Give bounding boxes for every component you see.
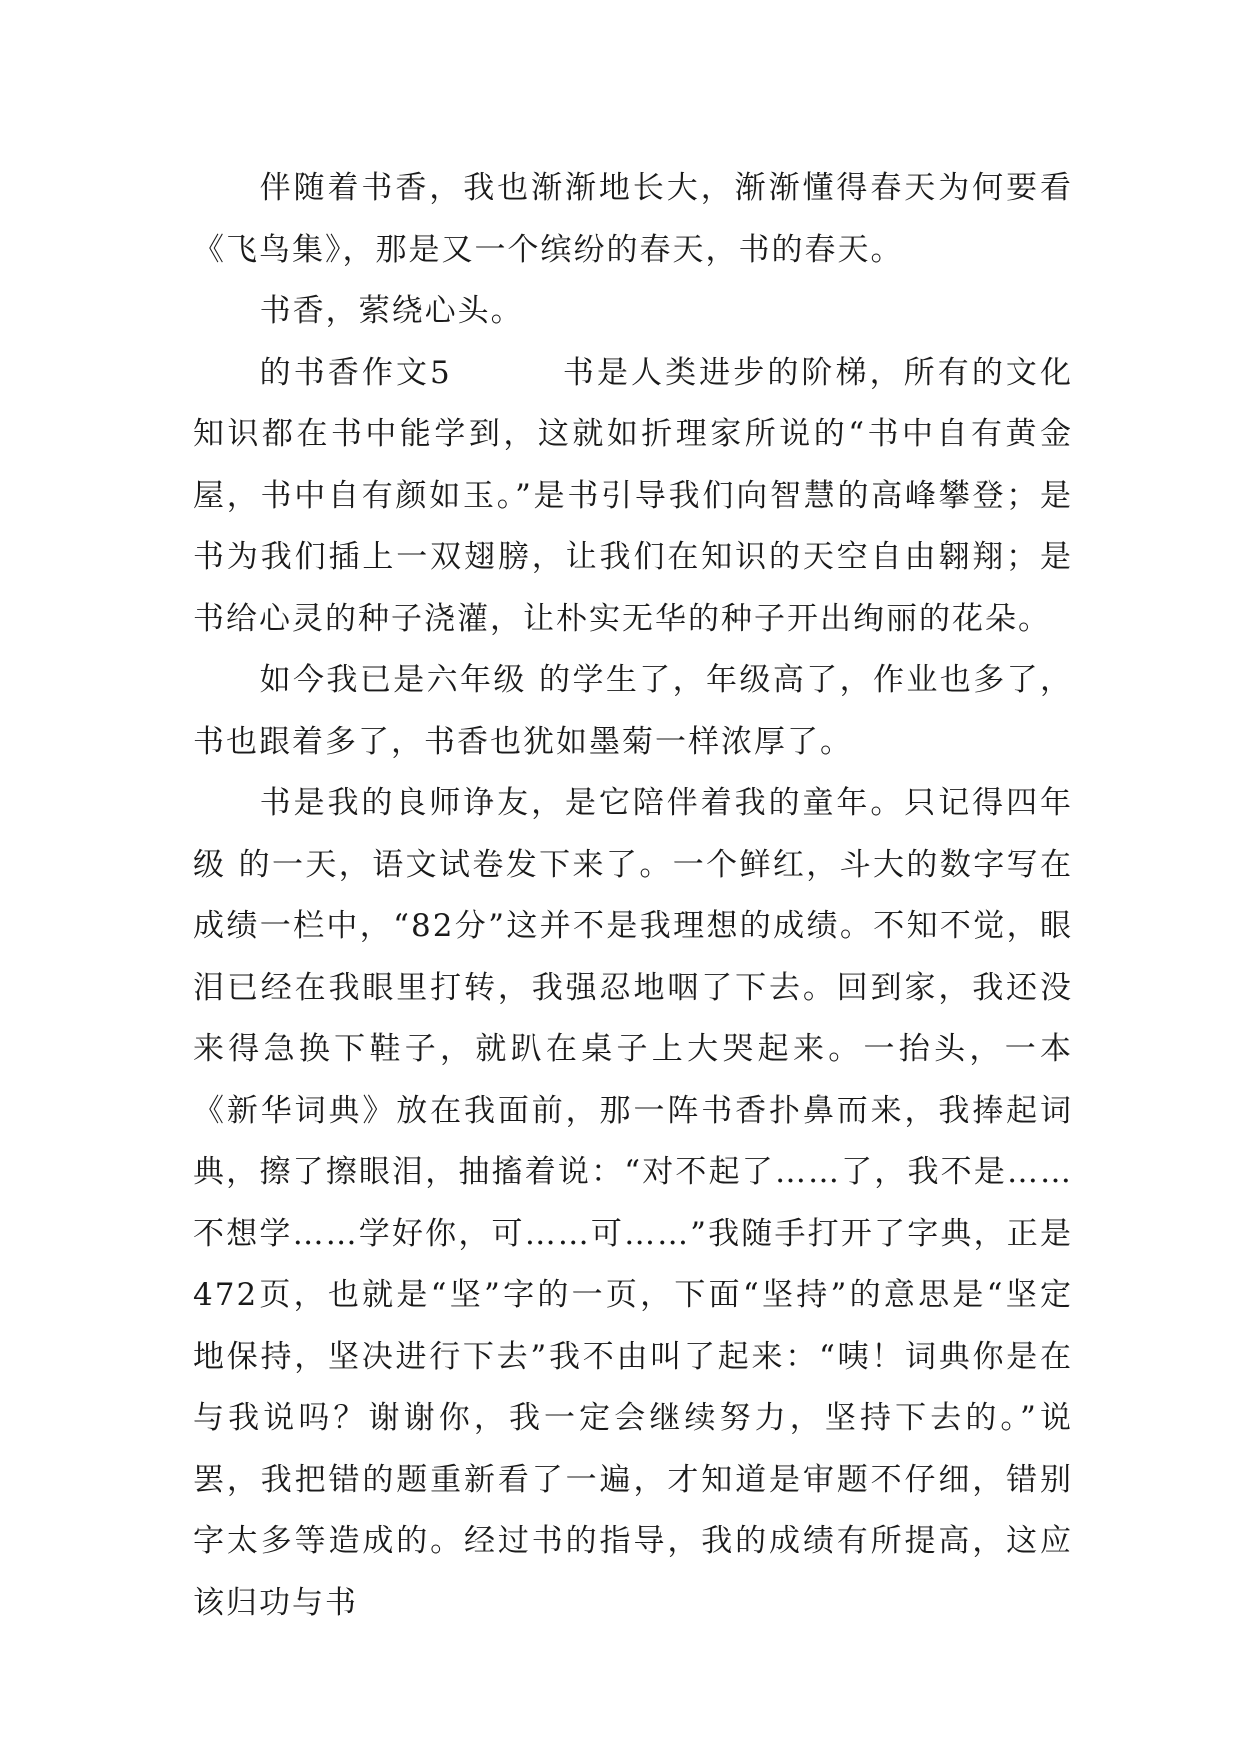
paragraph-dictionary-story: 书是我的良师诤友，是它陪伴着我的童年。只记得四年级 的一天，语文试卷发下来了。一个鲜红，斗大的数字写在成绩一栏中，“82分”这并不是我理想的成绩。不知不觉，眼泪已经在我眼里打转，我强忍地咽了下去。回到家，我还没来得急换下鞋子，就趴在桌子上大哭起来。一抬头，一本《新华词典》放在我面前，那一阵书香扑鼻而来，我捧起词典，擦了擦眼泪，抽搐着说：“对不起了……了，我不是……不想学……学好你，可……可……”我随手打开了字典，正是472页，也就是“坚”字的一页，下面“坚持”的意思是“坚定地保持，坚决进行下去”我不由叫了起来：“咦！词典你是在与我说吗？谢谢你，我一定会继续努力，坚持下去的。”说罢，我把错的题重新看了一遍，才知道是审题不仔细，错别字太多等造成的。经过书的指导，我的成绩有所提高，这应该归功与书 (193, 785, 1073, 1621)
section-first-paragraph: 书是人类进步的阶梯，所有的文化知识都在书中能学到，这就如折理家所说的“书中自有黄金屋，书中自有颜如玉。”是书引导我们向智慧的高峰攀登；是书为我们插上一双翅膀，让我们在知识的天空自由翱翔；是书给心灵的种子浇灌，让朴实无华的种子开出绚丽的花朵。 (193, 354, 1073, 637)
document-body (193, 158, 1073, 1634)
paragraph-spring: 伴随着书香，我也渐渐地长大，渐渐懂得春天为何要看《飞鸟集》，那是又一个缤纷的春天，书的春天。 (193, 170, 1073, 268)
section-heading-paragraph (193, 343, 1073, 651)
paragraph-fragrance: 书香，萦绕心头。 (259, 293, 524, 329)
paragraph-sixth-grade: 如今我已是六年级 的学生了，年级高了，作业也多了，书也跟着多了，书香也犹如墨菊一样浓厚了。 (193, 662, 1073, 760)
section-title: 的书香作文5 (259, 354, 452, 391)
